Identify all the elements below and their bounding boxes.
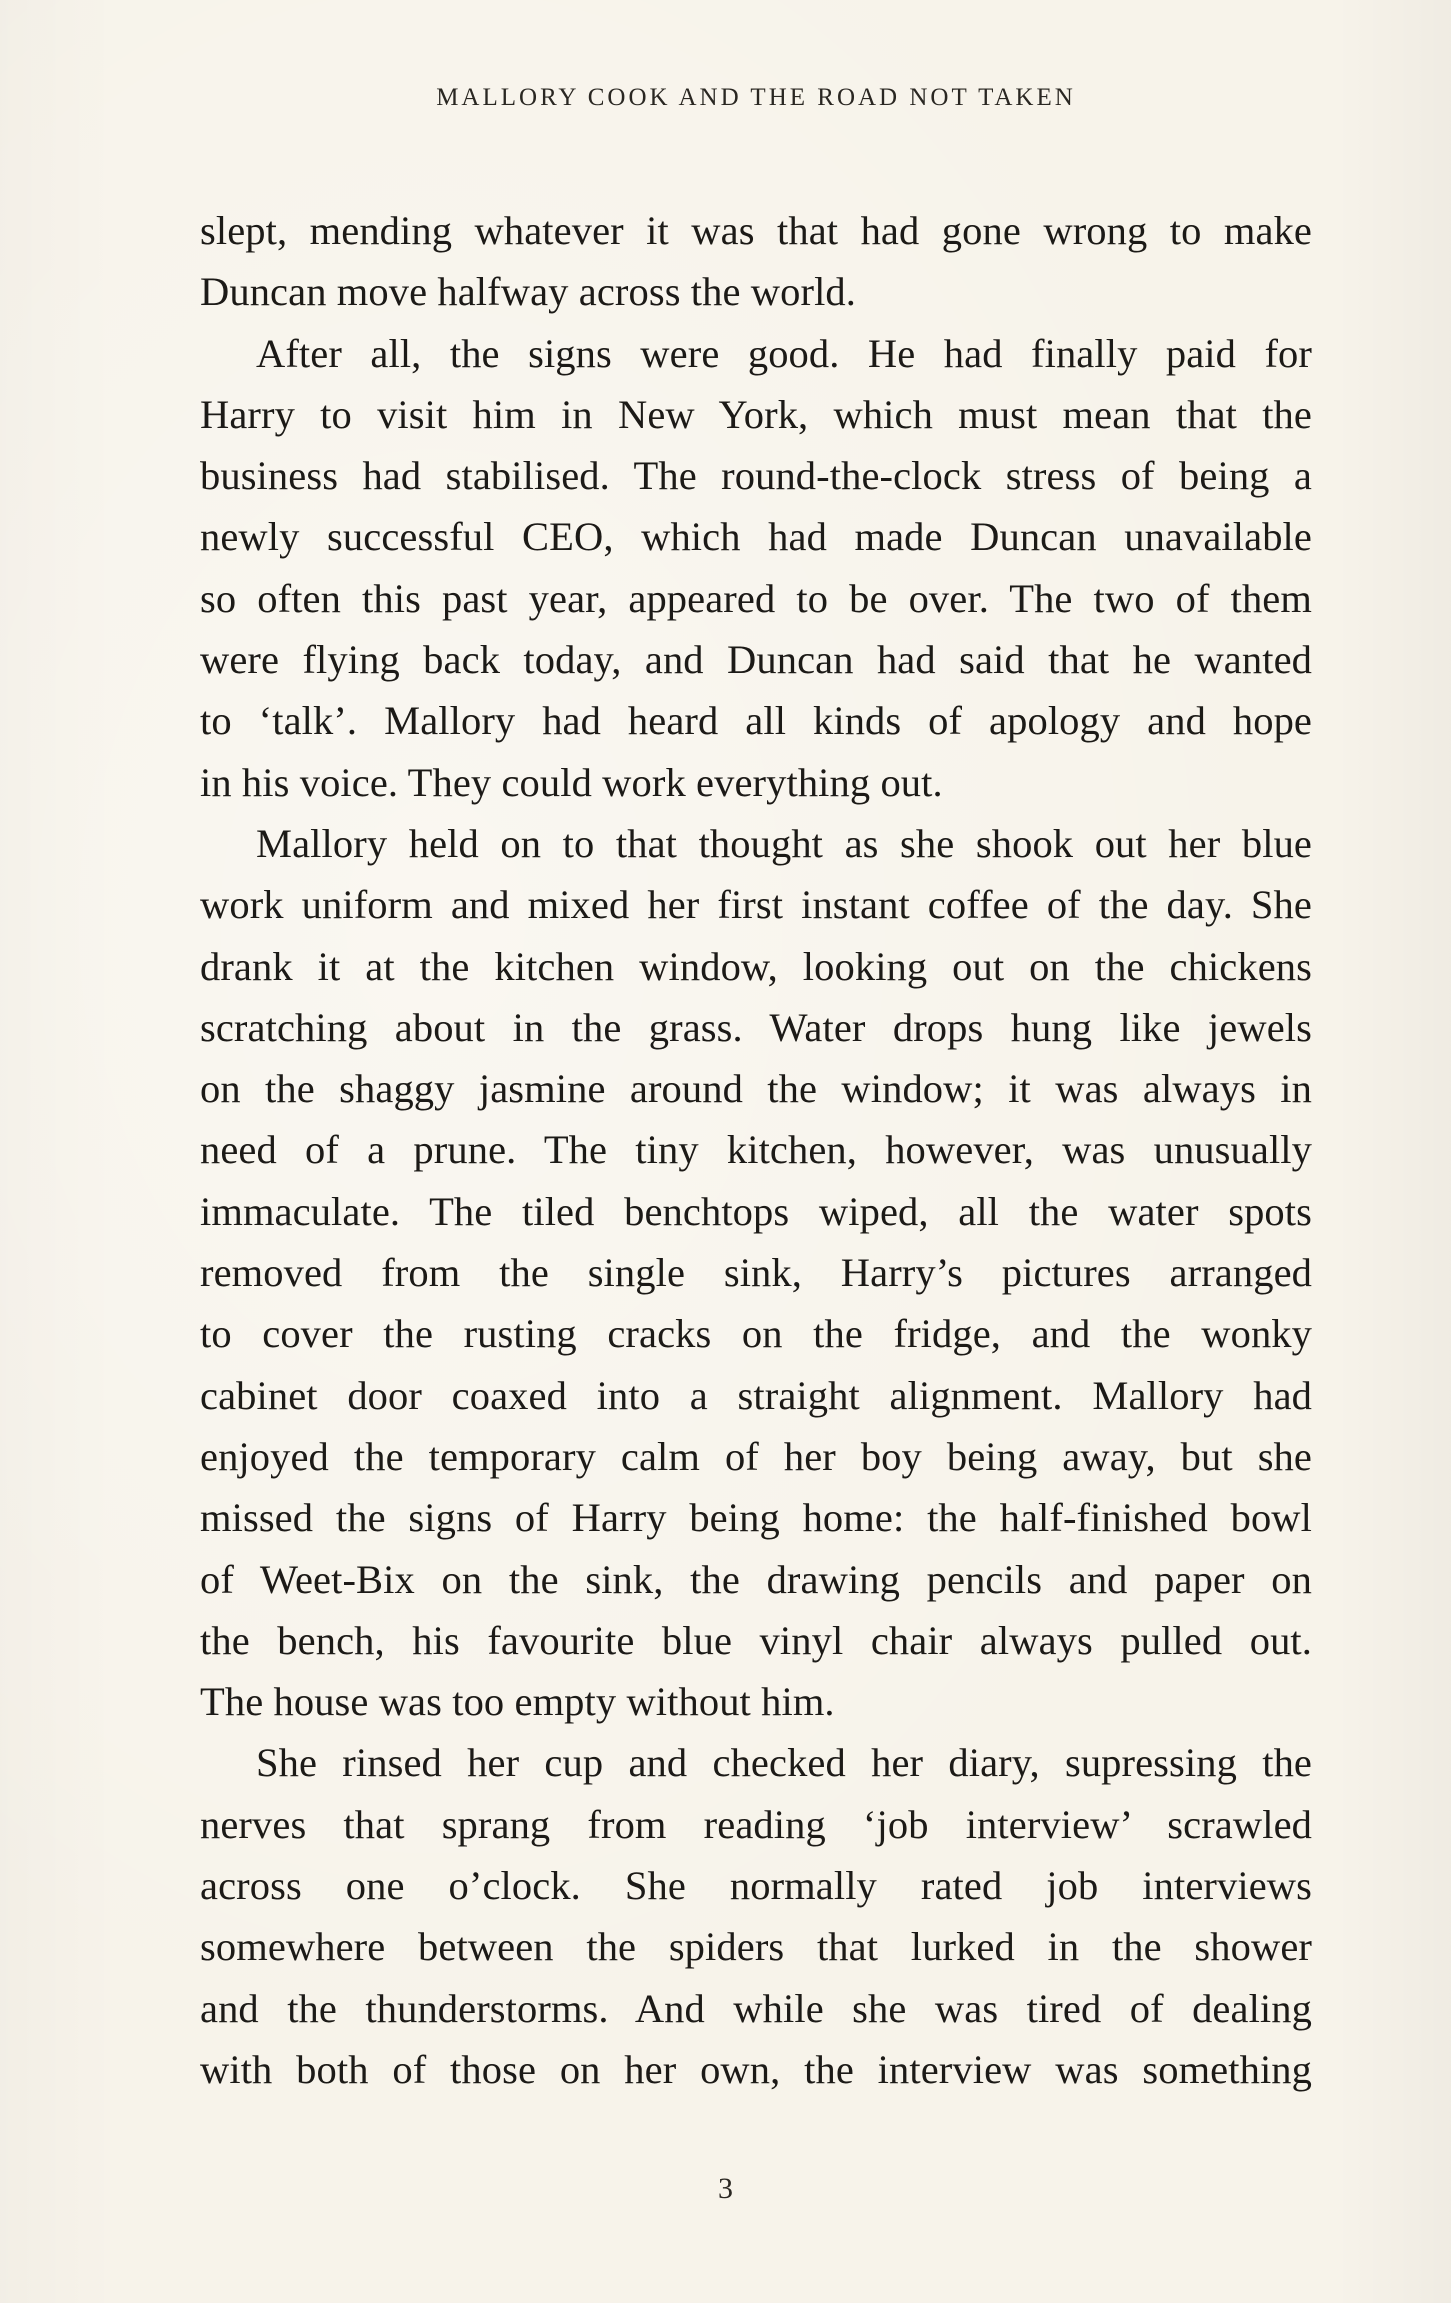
text-line: with both of those on her own, the interview was something — [200, 2046, 1312, 2092]
running-head: MALLORY COOK AND THE ROAD NOT TAKEN — [436, 84, 1076, 111]
text-line: need of a prune. The tiny kitchen, however, was unusually — [200, 1127, 1312, 1173]
text-line: were flying back today, and Duncan had said that he wanted — [200, 637, 1312, 683]
body-text — [200, 200, 1312, 2100]
text-line: the bench, his favourite blue vinyl chair always pulled out. — [200, 1617, 1312, 1663]
text-line: work uniform and mixed her first instant coffee of the day. She — [200, 882, 1312, 928]
text-line: to ‘talk’. Mallory had heard all kinds of apology and hope — [200, 698, 1312, 744]
text-line: cabinet door coaxed into a straight alignment. Mallory had — [200, 1372, 1312, 1418]
text-line: so often this past year, appeared to be over. The two of them — [200, 575, 1312, 621]
text-line: enjoyed the temporary calm of her boy being away, but she — [200, 1433, 1312, 1479]
text-line: Duncan move halfway across the world. — [200, 269, 856, 315]
text-line: removed from the single sink, Harry’s pictures arranged — [200, 1250, 1312, 1296]
text-line: to cover the rusting cracks on the fridge, and the wonky — [200, 1311, 1312, 1357]
text-line: across one o’clock. She normally rated job interviews — [200, 1863, 1312, 1909]
text-line: nerves that sprang from reading ‘job interview’ scrawled — [200, 1801, 1312, 1847]
text-line: Harry to visit him in New York, which must mean that the — [200, 391, 1312, 437]
text-line: and the thunderstorms. And while she was tired of dealing — [200, 1985, 1312, 2031]
text-line: business had stabilised. The round-the-clock stress of being a — [200, 453, 1312, 499]
text-line: missed the signs of Harry being home: the half-finished bowl — [200, 1495, 1312, 1541]
text-line: The house was too empty without him. — [200, 1679, 835, 1725]
text-line: in his voice. They could work everything out. — [200, 759, 943, 805]
text-line: on the shaggy jasmine around the window; it was always in — [200, 1066, 1312, 1112]
text-line: somewhere between the spiders that lurked in the shower — [200, 1924, 1312, 1970]
text-line: newly successful CEO, which had made Duncan unavailable — [200, 514, 1312, 560]
text-line: After all, the signs were good. He had finally paid for — [256, 330, 1312, 376]
text-line: drank it at the kitchen window, looking out on the chickens — [200, 943, 1312, 989]
text-line: She rinsed her cup and checked her diary, supressing the — [256, 1740, 1312, 1786]
text-line: scratching about in the grass. Water drops hung like jewels — [200, 1004, 1312, 1050]
text-line: slept, mending whatever it was that had gone wrong to make — [200, 208, 1312, 253]
page-number: 3 — [718, 2172, 733, 2205]
text-line: Mallory held on to that thought as she shook out her blue — [256, 820, 1312, 866]
text-line: immaculate. The tiled benchtops wiped, all the water spots — [200, 1188, 1312, 1234]
text-line: of Weet-Bix on the sink, the drawing pencils and paper on — [200, 1556, 1312, 1602]
